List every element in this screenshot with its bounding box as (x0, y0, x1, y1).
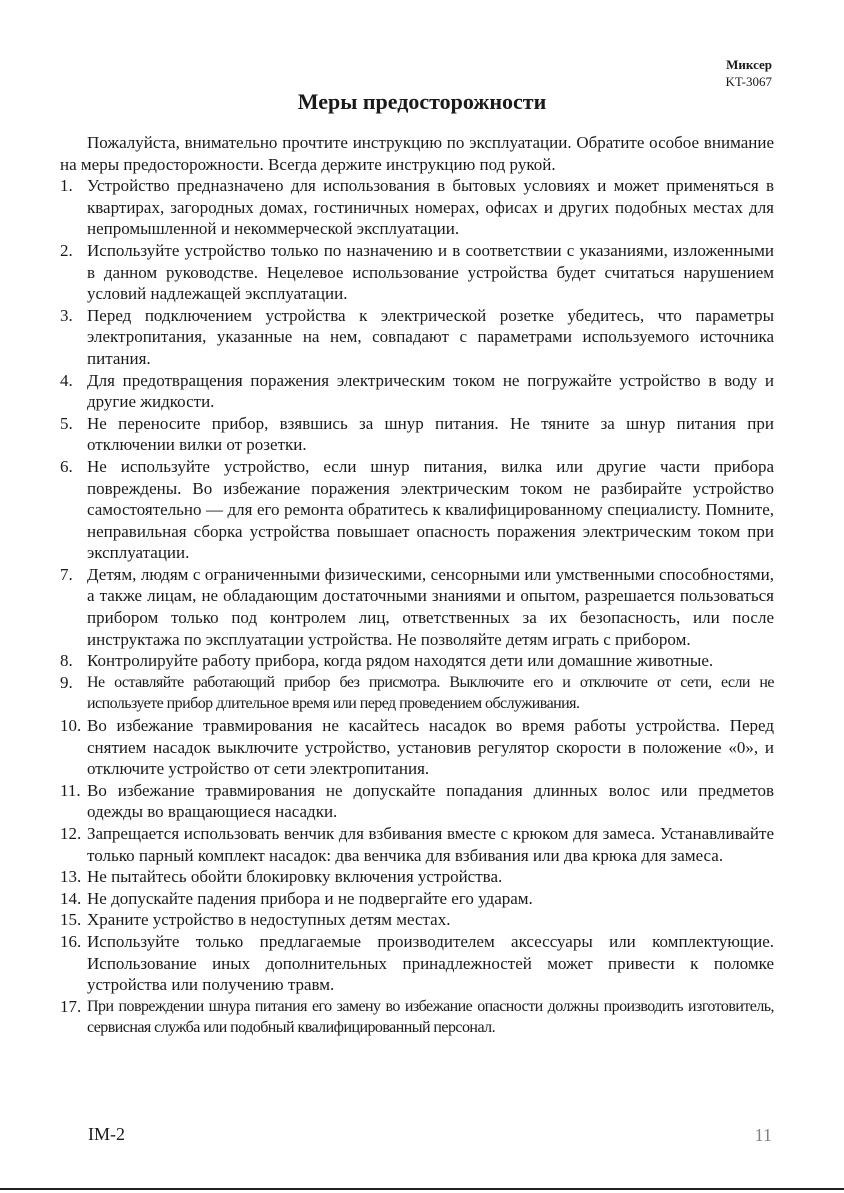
item-number: 3. (60, 305, 73, 325)
item-number: 12. (60, 824, 82, 843)
model-number: KT-3067 (725, 74, 772, 89)
product-name: Миксер (726, 57, 772, 72)
item-number: 1. (60, 176, 73, 196)
item-text: Используйте только предлагаемые производителем аксессуары или комплектующие. Использование иных дополнительных принадлежностей может привести к поломке устройства или получению травм. (87, 931, 774, 995)
item-text: Детям, людям с ограниченными физическими, сенсорными или умственными способностями, а также лицам, не обладающим достаточными знаниями и опытом, разрешается пользоваться прибором только под контролем лиц, ответственных за их безопасность, или после инструктажа по эксплуатации устройства. Не позволяйте детям играть с прибором. (87, 564, 774, 649)
item-text: Храните устройство в недоступных детям местах. (87, 910, 451, 930)
item-number: 15. (60, 910, 82, 930)
item-number: 7. (60, 564, 73, 584)
item-number: 11. (60, 780, 81, 800)
intro-paragraph: Пожалуйста, внимательно прочтите инструкцию по эксплуатации. Обратите особое внимание на меры предосторожности. Всегда держите инструкцию под рукой. (60, 133, 774, 174)
item-number: 5. (60, 413, 73, 433)
item-number: 13. (60, 867, 82, 887)
list-item (60, 931, 774, 996)
item-text: Запрещается использовать венчик для взбивания вместе с крюком для замеса. Устанавливайте только парный комплект насадок: два венчика для взбивания или два крюка для замеса. (87, 824, 774, 865)
item-text: Контролируйте работу прибора, когда рядом находятся дети или домашние животные. (87, 651, 714, 671)
item-number: 14. (60, 888, 82, 908)
item-text: Перед подключением устройства к электрической розетке убедитесь, что параметры электропитания, указанные на нем, совпадают с параметрами используемого источника питания. (87, 305, 774, 368)
list-item (60, 715, 774, 780)
page-title: Меры предосторожности (297, 89, 547, 114)
item-number: 8. (60, 651, 73, 671)
main-content (60, 132, 774, 1039)
list-item (60, 305, 774, 370)
page-number: 11 (754, 1125, 772, 1145)
precautions-list (60, 175, 774, 1039)
item-text: Не используйте устройство, если шнур питания, вилка или другие части прибора повреждены. Во избежание поражения электрическим током не разбирайте устройство самостоятельно — для его ремонта обратитесь к квалифицированному специалисту. Помните, неправильная сборка устройства повышает опасность поражения электрическим током при эксплуатации. (87, 456, 774, 563)
item-text: Не пытайтесь обойти блокировку включения устройства. (87, 867, 503, 887)
item-number: 17. (60, 996, 82, 1016)
list-item (60, 909, 774, 931)
item-text: Не оставляйте работающий прибор без присмотра. Выключите его и отключите от сети, если не используете прибор длительное время или перед проведением обслуживания. (87, 673, 774, 713)
item-text: Используйте устройство только по назначению и в соответствии с указаниями, изложенными в данном руководстве. Нецелевое использование устройства будет считаться нарушением условий надлежащей эксплуатации. (87, 240, 774, 304)
list-item (60, 780, 774, 823)
item-number: 4. (60, 370, 73, 390)
list-item (60, 456, 774, 564)
list-item (60, 866, 774, 888)
item-number: 16. (60, 931, 82, 951)
item-number: 9. (60, 672, 73, 692)
item-text: При повреждении шнура питания его замену во избежание опасности должны производить изготовитель, сервисная служба или подобный квалифицированный персонал. (87, 997, 774, 1037)
bottom-divider (0, 1188, 844, 1190)
item-text: Во избежание травмирования не допускайте попадания длинных волос или предметов одежды во вращающиеся насадки. (87, 780, 774, 822)
item-text: Устройство предназначено для использования в бытовых условиях и может применяться в квартирах, загородных домах, гостиничных номерах, офисах и других подобных местах для непромышленной и некоммерческой эксплуатации. (87, 176, 774, 239)
list-item (60, 370, 774, 413)
list-item (60, 996, 774, 1039)
list-item (60, 564, 774, 650)
document-code: IM-2 (88, 1124, 125, 1144)
item-text: Для предотвращения поражения электрическим током не погружайте устройство в воду и другие жидкости. (87, 370, 774, 412)
item-text: Во избежание травмирования не касайтесь насадок во время работы устройства. Перед снятием насадок выключите устройство, установив регулятор скорости в положение «0», и отключите устройство от сети электропитания. (87, 716, 774, 779)
item-number: 10. (60, 716, 82, 736)
list-item (60, 175, 774, 240)
item-text: Не допускайте падения прибора и не подвергайте его ударам. (87, 888, 533, 908)
list-item (60, 240, 774, 305)
list-item (60, 413, 774, 456)
list-item (60, 823, 774, 866)
item-text: Не переносите прибор, взявшись за шнур питания. Не тяните за шнур питания при отключении вилки от розетки. (87, 413, 774, 455)
list-item (60, 888, 774, 910)
document-header (726, 56, 772, 90)
list-item (60, 672, 774, 715)
item-number: 2. (60, 240, 73, 260)
list-item (60, 650, 774, 672)
item-number: 6. (60, 456, 73, 476)
